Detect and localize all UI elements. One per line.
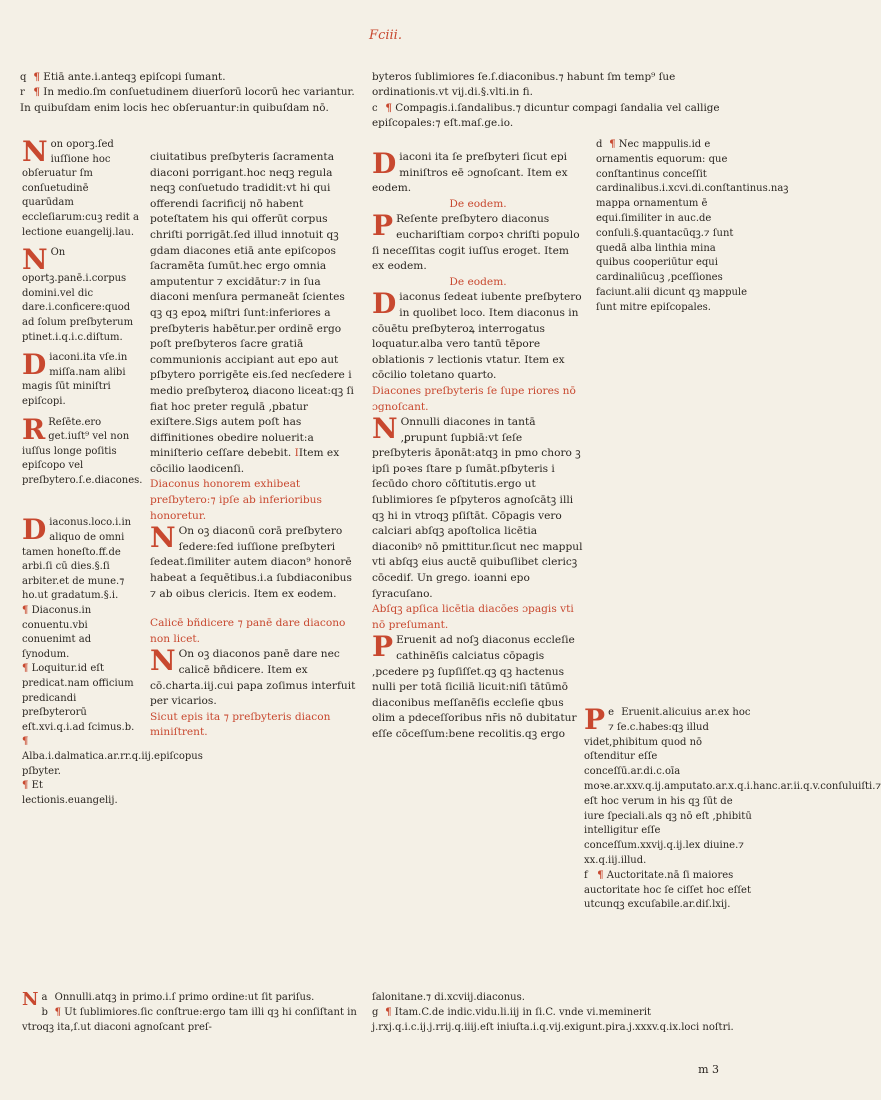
bottom-gloss-b: b ¶ Ut ſublimiores.ſic conſtrue:ergo tam illi qꝫ hi conſiſtant in vtroqꝫ ita,ſ.ut diaconi agnoſcant preſ- — [22, 1007, 357, 1033]
gloss-right-f: f ¶ Auctoritate.nā ſi maiores auctoritate hoc ſe ciſſet hoc eſſet utcunqꝫ excuſabile.ar.diſ.lxij. — [584, 869, 751, 911]
bottom-right-gloss — [372, 990, 752, 1035]
col-a-heading-2: Calicē bñdicere ⁊ panē dare diacono non licet. — [150, 617, 346, 645]
main-column-b — [372, 147, 584, 743]
gloss-t2: R Reſēte.ero get.iuſt⁹ vel non iuſſus longe poſitis epiſcopo vel preſbytero.ſ.e.diacones. — [22, 412, 143, 486]
col-b-heading-4: Abſqꝫ apſica licētia diacōes ɔpagis vti nō preſumant. — [372, 603, 574, 631]
bottom-gloss-right: ſalonitane.⁊ di.xcviij.diaconus. — [372, 992, 525, 1003]
gloss-c: ¶ Loquitur.id eſt predicat.nam officium predicandi preſbyterorū eſt.xvi.q.i.ad ſcimus.b. — [22, 663, 135, 733]
gloss-line-r: r ¶ In medio.ſm conſuetudinem diuerſorū locorū hec variantur. In quibuſdam enim locis hec obſeruantur:in quibuſdam nō. — [20, 86, 355, 114]
col-a-heading-1: Diaconus honorem exhibeat preſbytero:⁊ ipſe ab inferioribus honoretur. — [150, 478, 322, 522]
gloss-b: ¶ Diaconus.in conuentu.vbi conuenimt ad ſynodum. — [22, 605, 92, 660]
gloss-right-d: d ¶ Nec mappulis.id e ornamentis equorum: que conſtantinus conceſſit cardinalibus.i.xcvi.di.conſtantinus.naꝫ mappa ornamentum ē equi.ſimiliter in auc.de conſuli.§.quantacūqꝫ.⁊ ſunt quedā alba linthia mina quibus cooperiūtur equi cardinaliūcuꝫ ,pceſſiones faciunt.alii dicunt qꝫ mappule ſunt mitre epiſcopales. — [596, 139, 789, 313]
bottom-gloss-g: g ¶ Itam.C.de indic.vidu.li.iij in ſi.C. vnde vi.meminerit j.rxj.q.i.c.ij.j.rrij.q.iiij.eſt iniuſta.i.q.vij.exigunt.pira.j.xxxv.q.ix.loci noſtri. — [372, 1007, 734, 1033]
col-b-paragraph-3: Diaconus ſedeat iubente preſbytero in quolibet loco. Item diaconus in cōuētu preſbyteroꝝ interrogatus loquatur.alba vero tantū tēpore oblationis ⁊ lectionis vtatur. Item ex cōcilio toletano quarto. — [372, 287, 582, 382]
top-right-gloss — [372, 70, 750, 132]
col-b-heading-3: Diacones preſbyteris ſe ſupe riores nō ɔgnoſcant. — [372, 384, 576, 413]
gloss-right-e: e P Eruenit.alicuius ar.ex hoc ⁊ ſe.c.habes:qꝫ illud videt,phibitum quod nō oſtenditur eſſe conceſſū.ar.di.c.oīa moꝛe.ar.xxv.q.ij.amputato.ar.x.q.i.hanc.ar.ii.q.v.conſuluiſti.⁊ eſt hoc verum in his qꝫ ſūt de iure ſpeciali.als qꝫ nō eſt ,phibitū intelligitur eſſe conceſſum.xxvij.q.ij.lex diuine.⁊ xx.q.iij.illud. — [584, 703, 881, 866]
col-b-heading-2: De eodem. — [449, 275, 507, 288]
bottom-gloss-a: a N Onnulli.atqꝫ in primo.i.ſ primo ordine:ut ſit pariſus. — [22, 989, 315, 1010]
folio-number: Fciii. — [369, 28, 402, 43]
gloss-d: ¶ Alba.i.dalmatica.ar.rr.q.iij.epiſcopus pſbyter. — [22, 736, 203, 777]
gloss-u: Diaconi.ita vſe.in miſſa.nam alibi magis ſūt miniſtri epiſcopi. — [22, 348, 128, 407]
bottom-left-gloss — [22, 990, 360, 1035]
col-a-item-mark: I — [294, 447, 299, 460]
col-a-paragraph-3: N On oꝫ diaconos panē dare nec calicē bñdicere. Item ex cō.charta.iij.cui papa zoſimus interfuit per vicarios. — [150, 644, 356, 708]
col-b-paragraph-5: P Eruenit ad noſꝫ diaconus eccleſie cathinēſis calciatus cōpagis ,pcedere pꝫ ſupſiſſet.qꝫ qꝫ hactenus nulli per totā ſiciliā licuit:niſi tātūmō diaconibus meſſanēſis eccleſie qbus olim a pdeceſſoribus nr̄is nō dubitatur eſſe cōceſſum:bene recolitis.qꝫ ergo — [372, 630, 577, 740]
col-a-heading-3: Sicut epis ita ⁊ preſbyteris diacon miniſtrent. — [150, 710, 331, 739]
gloss-line-c: c ¶ Compagis.i.ſandalibus.⁊ dicuntur compagi ſandalia vel callige epiſcopales:⁊ eſt.maſ.ge.io. — [372, 101, 720, 130]
right-gloss-column — [596, 138, 789, 316]
col-a-paragraph-2: N On oꝫ diaconū corā preſbytero ſedere:ſed iuſſione preſbyteri ſedeat.ſimiliter autem diacon⁹ honorē habeat a ſequētibus.i.a ſubdiaconibus ⁊ ab oibus clericis. Item ex eodem. — [150, 521, 352, 600]
left-gloss-column — [22, 135, 203, 808]
main-column-a — [150, 150, 360, 741]
col-a-paragraph-1: ciuitatibus preſbyteris ſacramenta diaconi porrigant.hoc neqꝫ regula neqꝫ conſuetudo tradidit:vt hi qui offerendi ſacrificij nō habent poteſtatem his qui offerūt corpus chriſti porrigāt.ſed illud innotuit qꝫ gdam diacones etiā ante epiſcopos ſacramēta ſumūt.hec ergo omnia amputentur ⁊ excidātur:⁊ in ſua diaconi menſura permaneāt ſcientes qꝫ qꝫ epoꝝ miſtri ſunt:inferiores a preſbyteris habētur.per ordinē ergo poſt preſbyteros ſacre gratiā communionis accipiant aut epo aut pſbytero porrigēte eis.ſed necſedere i medio preſbyteroꝝ diacono liceat:qꝫ ſi fiat hoc preter regulā ,pbatur exiſtere.Sigs autem poſt has diffinitiones obedire noluerit:a miniſterio ceſſare debebit. IItem ex cōcilio laodicenſi. — [150, 151, 354, 475]
col-b-paragraph-2: P Reſente preſbytero diaconus euchariſtiam corpoꝛ chriſti populo ſi neceſſitas cogit iuſſus eroget. Item ex eodem. — [372, 209, 580, 273]
right-gloss-lower — [584, 703, 881, 913]
top-left-gloss — [20, 70, 360, 116]
gloss-f: Non oporꝫ.ſed iuſſione hoc obſeruatur ſm conſuetudinē quarūdam eccleſiarum:cuꝫ redit a lectione euangelij.lau. — [22, 135, 139, 238]
gloss-line-top: byteros ſublimiores ſe.ſ.diaconibus.⁊ habunt ſm temp⁹ ſue ordinationis.vt vij.di.§.vlti.in fi. — [372, 71, 676, 99]
gloss-e: ¶ Et lectionis.euangelij. — [22, 780, 118, 806]
col-b-paragraph-4: N Onnulli diacones in tantā ,ꝑrupunt ſupbiā:vt ſeſe preſbyteris āponāt:atqꝫ in pmo choro ꝫ ipſi poꝛes ſtare p ſumāt.pſbyteris i ſecūdo choro cōſtitutis.ergo ut ſublimiores ſe pſpyteros agnoſcātꝫ illi qꝫ hi in vtroqꝫ pſiſtāt. Cōpagis vero calciari abſqꝫ apoſtolica licētia diaconibꝰ nō pmittitur.ſicut nec mappul vti abſqꝫ eius auctē quibuſlibet clericꝫ cōcedif. Un grego. ioanni epo ſyracuſano. — [372, 412, 583, 600]
gloss-t1: N On oportꝫ.panē.i.corpus domini.vel dic dare.i.conficere:quod ad ſolum preſbyterum ptinet.i.q.i.c.diſtum. — [22, 243, 134, 343]
signature-mark: m 3 — [698, 1063, 719, 1076]
gloss-line-q: q ¶ Etiā ante.i.anteqꝫ epiſcopi ſumant. — [20, 71, 226, 83]
col-b-heading-1: De eodem. — [449, 197, 507, 210]
gloss-s: Diaconus.loco.i.in aliquo de omni tamen honeſto.ff.de arbi.ſi cū dies.§.ſi arbiter.et de mune.⁊ ho.ut gradatum.§.i. — [22, 513, 132, 602]
col-b-paragraph-1: Diaconi ita ſe preſbyteri ſicut epi miniſtros eē ɔgnoſcant. Item ex eodem. — [372, 147, 568, 195]
